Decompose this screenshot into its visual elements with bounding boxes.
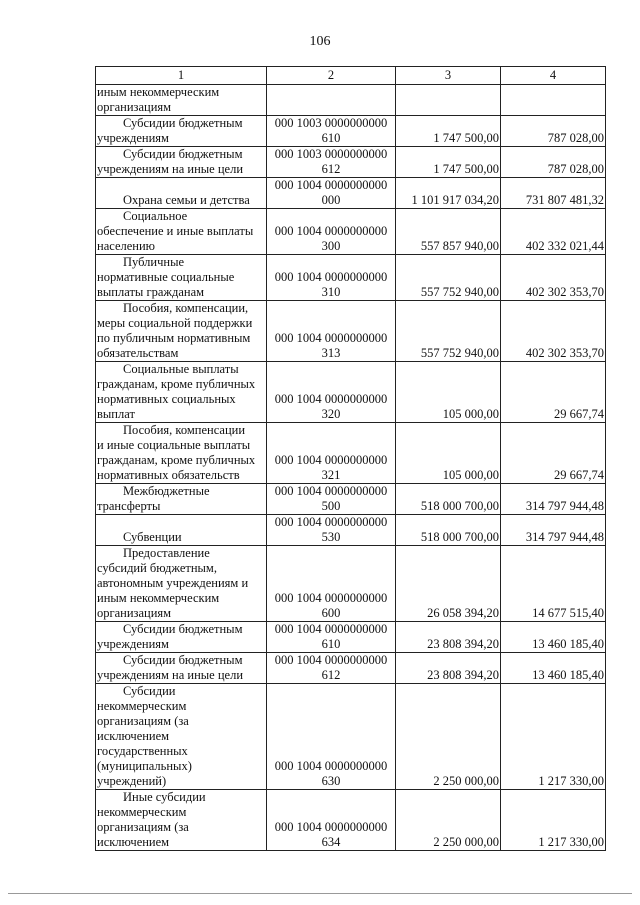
expense-type-code: 000 [321, 193, 341, 207]
approved-amount-cell [396, 85, 501, 116]
row-code-cell [267, 209, 396, 255]
row-name-line: автономным учреждениям и [97, 576, 249, 590]
row-name-cell [96, 790, 267, 851]
expense-type-code: 612 [321, 162, 341, 176]
table-row [96, 423, 606, 484]
row-name-cell [96, 362, 267, 423]
expense-type-code: 313 [321, 346, 341, 360]
expense-type-code: 600 [321, 606, 341, 620]
executed-amount-cell [501, 85, 606, 116]
row-name-cell [96, 178, 267, 209]
expense-type-code: 612 [321, 668, 341, 682]
table-row [96, 147, 606, 178]
row-name-line: Межбюджетные [123, 484, 210, 498]
expense-type-code: 310 [321, 285, 341, 299]
table-row [96, 209, 606, 255]
row-name-cell [96, 622, 267, 653]
approved-amount-cell: 1 747 500,00 [396, 116, 501, 147]
row-name-line: учреждениям на иные цели [97, 162, 244, 176]
row-name-line: Субсидии бюджетным [123, 116, 243, 130]
row-name-line: Охрана семьи и детства [123, 193, 250, 207]
row-name-cell [96, 653, 267, 684]
row-name-line: (муниципальных) [97, 759, 192, 773]
expense-type-code: 320 [321, 407, 341, 421]
row-name-line: Социальное [123, 209, 188, 223]
row-name-line: обязательствам [97, 346, 179, 360]
row-name-line: некоммерческим [97, 699, 187, 713]
expense-type-code: 610 [321, 637, 341, 651]
row-name-cell [96, 515, 267, 546]
row-name-cell [96, 423, 267, 484]
executed-amount-cell: 1 217 330,00 [501, 790, 606, 851]
row-code-cell [267, 546, 396, 622]
row-code-cell [267, 178, 396, 209]
row-name-line: государственных [97, 744, 188, 758]
table-row [96, 790, 606, 851]
row-code-cell [267, 85, 396, 116]
row-name-line: учреждениям [97, 637, 169, 651]
row-name-line: нормативных социальных [97, 392, 236, 406]
row-code-cell [267, 255, 396, 301]
row-name-line: нормативные социальные [97, 270, 235, 284]
executed-amount-cell: 402 302 353,70 [501, 255, 606, 301]
executed-amount-cell: 314 797 944,48 [501, 484, 606, 515]
classification-code: 000 1003 0000000000 [274, 116, 388, 130]
row-name-line: Субсидии бюджетным [123, 653, 243, 667]
row-name-line: гражданам, кроме публичных [97, 453, 256, 467]
classification-code: 000 1004 0000000000 [274, 759, 388, 773]
table-row [96, 116, 606, 147]
row-name-line: организациям [97, 606, 172, 620]
classification-code: 000 1004 0000000000 [274, 591, 388, 605]
approved-amount-cell: 105 000,00 [396, 362, 501, 423]
row-name-line: иным некоммерческим [97, 85, 220, 99]
approved-amount-cell: 105 000,00 [396, 423, 501, 484]
header-cell: 3 [396, 67, 501, 85]
row-name-line: организациям (за [97, 714, 189, 728]
row-name-line: гражданам, кроме публичных [97, 377, 256, 391]
row-code-cell [267, 362, 396, 423]
approved-amount-cell: 1 747 500,00 [396, 147, 501, 178]
row-name-line: Субвенции [123, 530, 182, 544]
row-name-line: населению [97, 239, 155, 253]
row-code-cell [267, 301, 396, 362]
approved-amount-cell: 23 808 394,20 [396, 653, 501, 684]
approved-amount-cell: 23 808 394,20 [396, 622, 501, 653]
expense-type-code: 500 [321, 499, 341, 513]
table-row [96, 362, 606, 423]
executed-amount-cell: 29 667,74 [501, 362, 606, 423]
expense-type-code: 530 [321, 530, 341, 544]
row-name-line: обеспечение и иные выплаты [97, 224, 254, 238]
row-name-cell [96, 255, 267, 301]
expense-type-code: 300 [321, 239, 341, 253]
executed-amount-cell: 29 667,74 [501, 423, 606, 484]
row-name-line: организациям (за [97, 820, 189, 834]
row-name-cell [96, 546, 267, 622]
row-code-cell [267, 116, 396, 147]
executed-amount-cell: 14 677 515,40 [501, 546, 606, 622]
row-name-line: Пособия, компенсации [123, 423, 246, 437]
approved-amount-cell: 1 101 917 034,20 [396, 178, 501, 209]
row-name-line: трансферты [97, 499, 161, 513]
row-name-cell [96, 147, 267, 178]
table-row [96, 684, 606, 790]
row-name-line: Субсидии бюджетным [123, 147, 243, 161]
row-name-line: учреждений) [97, 774, 167, 788]
header-cell: 4 [501, 67, 606, 85]
table-row [96, 178, 606, 209]
executed-amount-cell: 787 028,00 [501, 147, 606, 178]
executed-amount-cell: 13 460 185,40 [501, 622, 606, 653]
approved-amount-cell: 518 000 700,00 [396, 484, 501, 515]
classification-code: 000 1004 0000000000 [274, 224, 388, 238]
page-number: 106 [309, 34, 331, 49]
row-name-line: выплаты гражданам [97, 285, 205, 299]
row-name-cell [96, 684, 267, 790]
row-name-line: исключением [97, 835, 170, 849]
row-name-cell [96, 484, 267, 515]
row-name-line: исключением [97, 729, 170, 743]
approved-amount-cell: 2 250 000,00 [396, 790, 501, 851]
approved-amount-cell: 26 058 394,20 [396, 546, 501, 622]
row-code-cell [267, 653, 396, 684]
row-name-line: учреждениям [97, 131, 169, 145]
expense-type-code: 610 [321, 131, 341, 145]
approved-amount-cell: 2 250 000,00 [396, 684, 501, 790]
classification-code: 000 1003 0000000000 [274, 147, 388, 161]
executed-amount-cell: 787 028,00 [501, 116, 606, 147]
executed-amount-cell: 13 460 185,40 [501, 653, 606, 684]
classification-code: 000 1004 0000000000 [274, 515, 388, 529]
row-name-line: и иные социальные выплаты [97, 438, 251, 452]
table-row [96, 484, 606, 515]
row-name-line: Пособия, компенсации, [123, 301, 249, 315]
approved-amount-cell: 557 857 940,00 [396, 209, 501, 255]
executed-amount-cell: 1 217 330,00 [501, 684, 606, 790]
row-code-cell [267, 423, 396, 484]
budget-table [95, 66, 606, 851]
executed-amount-cell: 402 332 021,44 [501, 209, 606, 255]
classification-code: 000 1004 0000000000 [274, 331, 388, 345]
row-name-line: по публичным нормативным [97, 331, 251, 345]
row-name-cell [96, 85, 267, 116]
row-name-line: Субсидии [123, 684, 176, 698]
row-name-line: Социальные выплаты [123, 362, 239, 376]
table-header-row [96, 67, 606, 85]
header-cell: 1 [96, 67, 267, 85]
header-cell: 2 [267, 67, 396, 85]
classification-code: 000 1004 0000000000 [274, 653, 388, 667]
classification-code: 000 1004 0000000000 [274, 484, 388, 498]
row-code-cell [267, 684, 396, 790]
classification-code: 000 1004 0000000000 [274, 178, 388, 192]
row-code-cell [267, 484, 396, 515]
approved-amount-cell: 557 752 940,00 [396, 301, 501, 362]
row-name-cell [96, 209, 267, 255]
row-name-line: организациям [97, 100, 172, 114]
executed-amount-cell: 731 807 481,32 [501, 178, 606, 209]
row-name-line: выплат [97, 407, 135, 421]
row-code-cell [267, 515, 396, 546]
approved-amount-cell: 518 000 700,00 [396, 515, 501, 546]
row-name-line: нормативных обязательств [97, 468, 240, 482]
table-row [96, 546, 606, 622]
row-name-cell [96, 116, 267, 147]
classification-code: 000 1004 0000000000 [274, 453, 388, 467]
expense-type-code: 634 [321, 835, 341, 849]
row-name-line: меры социальной поддержки [97, 316, 253, 330]
table-row [96, 301, 606, 362]
row-name-line: иным некоммерческим [97, 591, 220, 605]
executed-amount-cell: 314 797 944,48 [501, 515, 606, 546]
row-name-cell [96, 301, 267, 362]
classification-code: 000 1004 0000000000 [274, 622, 388, 636]
expense-type-code: 630 [321, 774, 341, 788]
approved-amount-cell: 557 752 940,00 [396, 255, 501, 301]
table-row [96, 85, 606, 116]
row-name-line: Субсидии бюджетным [123, 622, 243, 636]
expense-type-code: 321 [321, 468, 341, 482]
row-name-line: Иные субсидии [123, 790, 206, 804]
row-name-line: Предоставление [123, 546, 210, 560]
table-row [96, 622, 606, 653]
row-code-cell [267, 790, 396, 851]
row-name-line: учреждениям на иные цели [97, 668, 244, 682]
row-name-line: Публичные [123, 255, 185, 269]
scan-edge-line [8, 893, 632, 894]
row-code-cell [267, 147, 396, 178]
classification-code: 000 1004 0000000000 [274, 820, 388, 834]
classification-code: 000 1004 0000000000 [274, 392, 388, 406]
row-code-cell [267, 622, 396, 653]
row-name-line: некоммерческим [97, 805, 187, 819]
table-row [96, 255, 606, 301]
table-row [96, 515, 606, 546]
executed-amount-cell: 402 302 353,70 [501, 301, 606, 362]
table-row [96, 653, 606, 684]
classification-code: 000 1004 0000000000 [274, 270, 388, 284]
row-name-line: субсидий бюджетным, [97, 561, 217, 575]
